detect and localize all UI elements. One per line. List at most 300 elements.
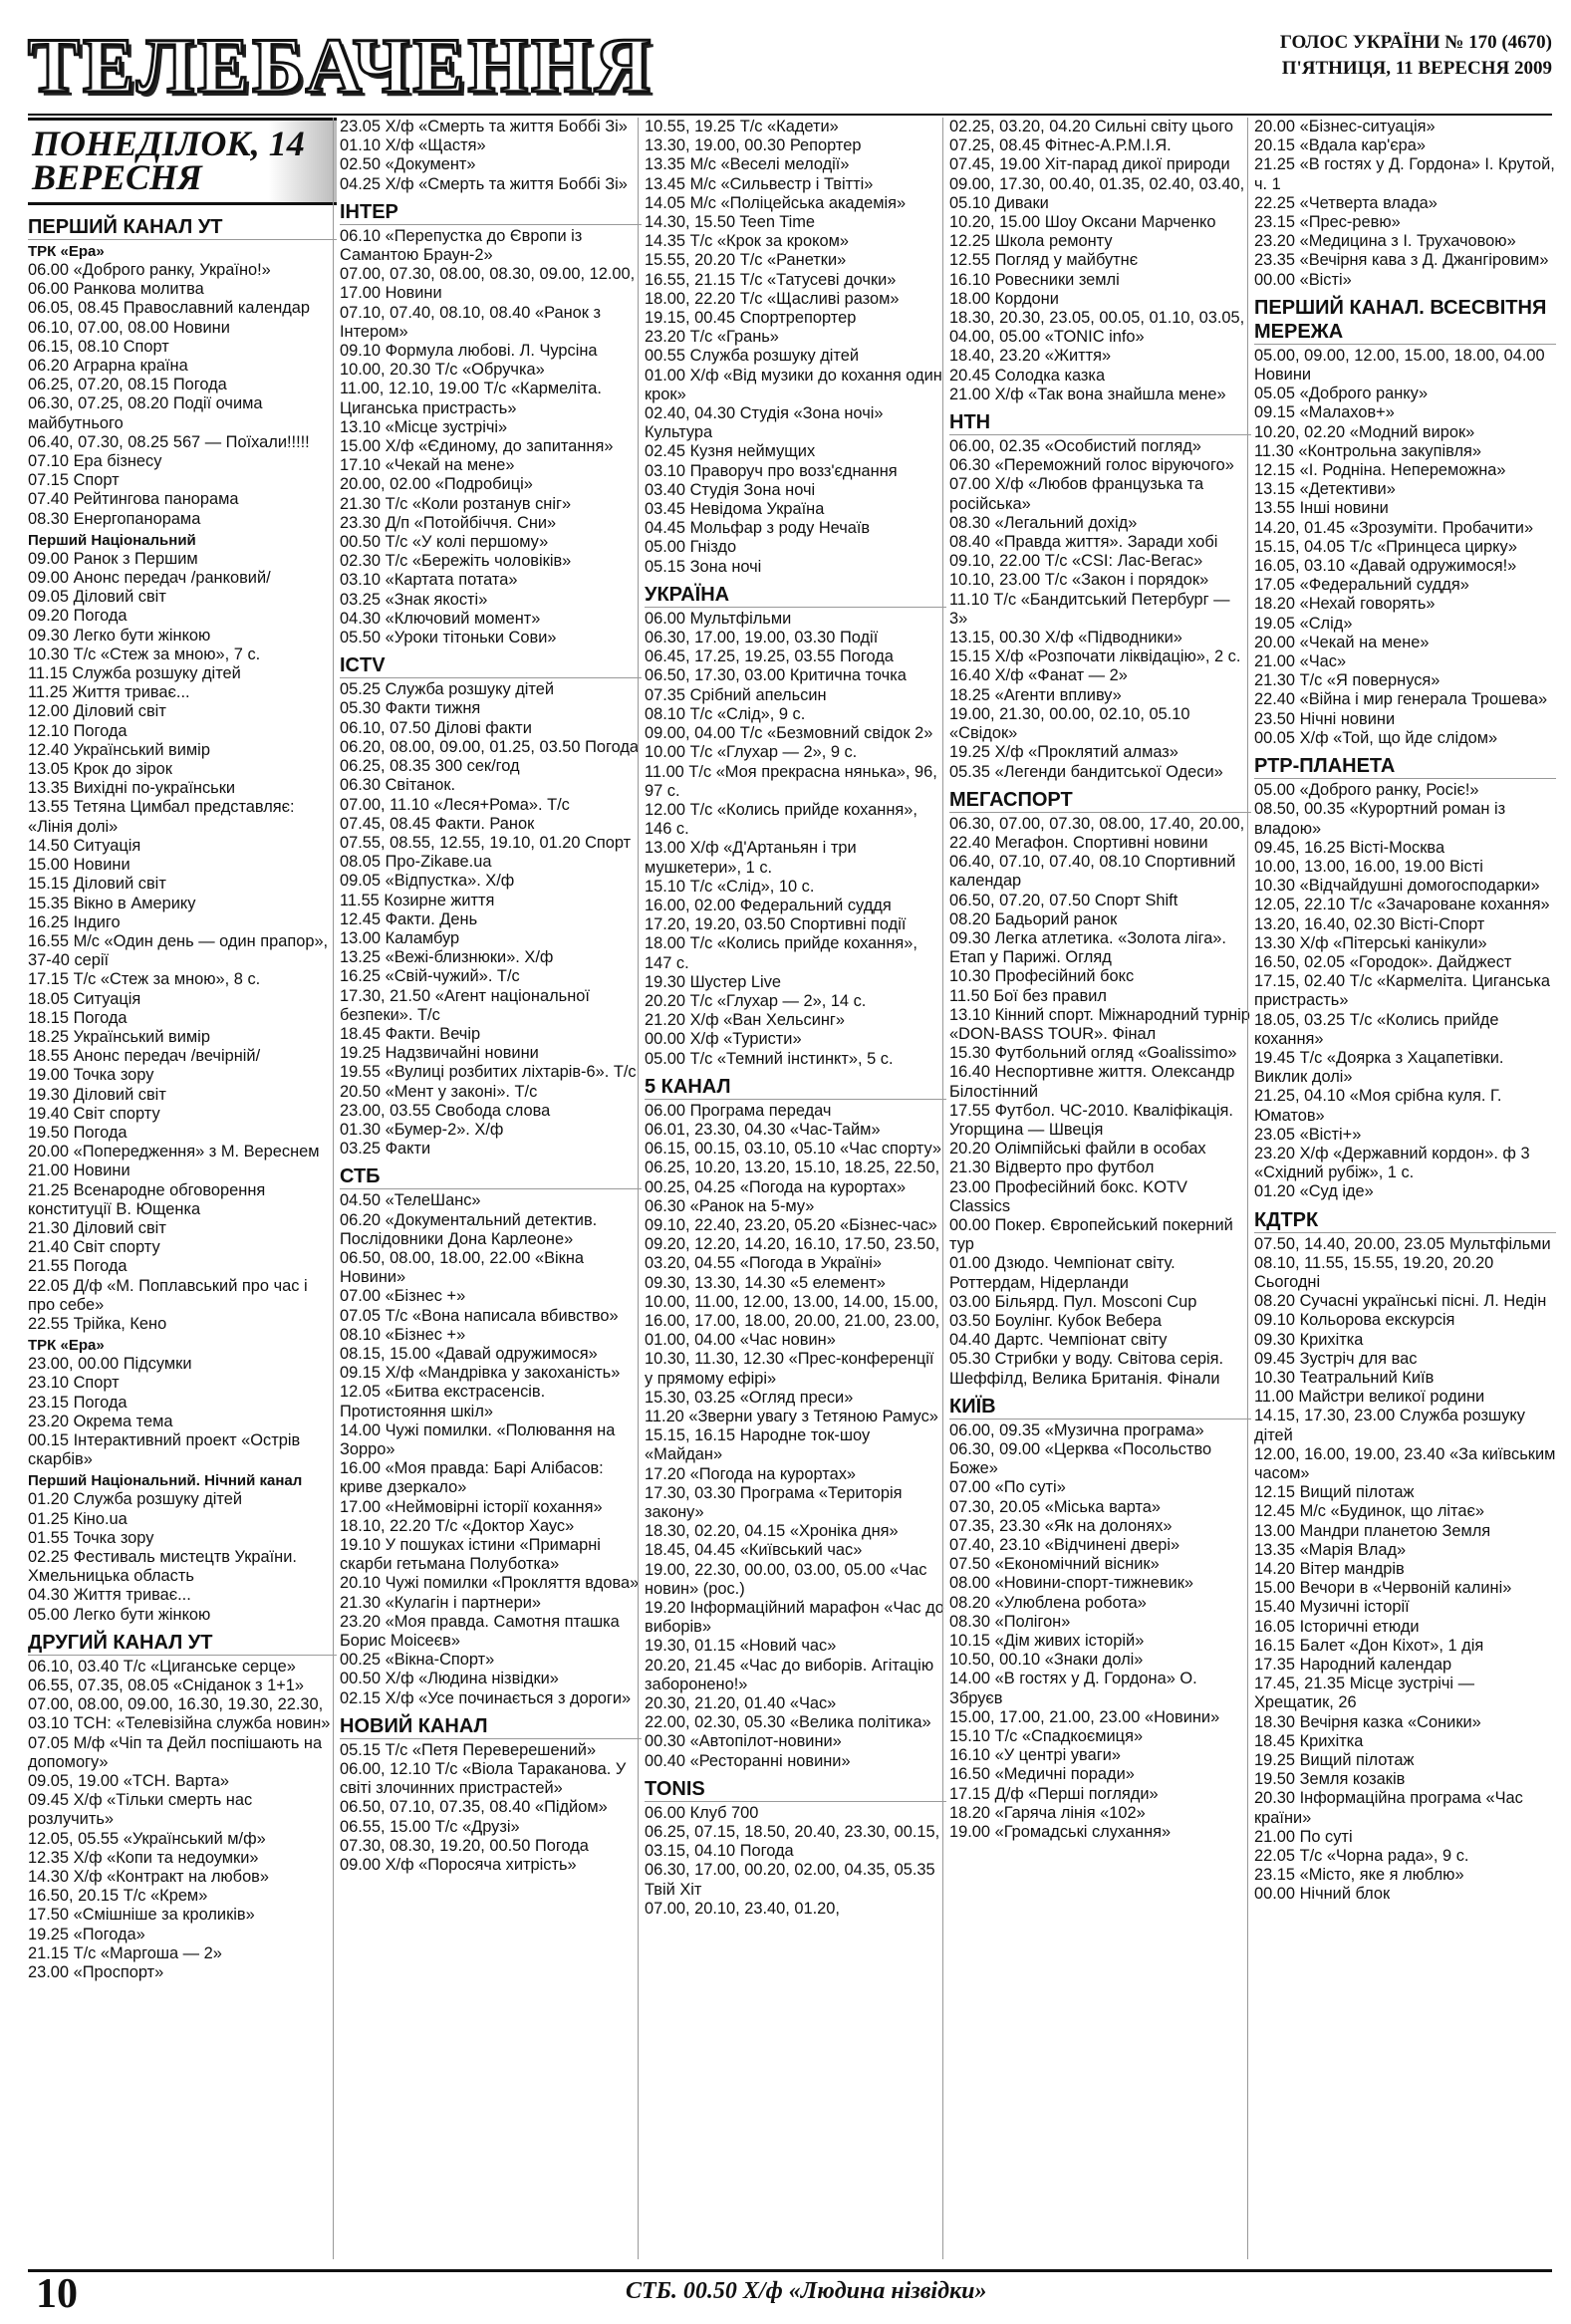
program-row [28, 588, 337, 607]
program-time: 05.00 [1254, 781, 1296, 800]
program-row [28, 357, 337, 376]
program-title: У пошуках істини «Примарні скарби гетьмана Полуботка» [340, 1536, 601, 1574]
program-time: 09.10, 22.00 [949, 552, 1041, 571]
program-row [645, 1197, 946, 1216]
program-time: 15.15, 16.15 [645, 1426, 736, 1445]
program-time: 16.50, 02.05 [1254, 952, 1346, 971]
program-row [1254, 1350, 1556, 1369]
program-time: 08.30 [949, 1612, 991, 1631]
program-time: 08.10 [340, 1325, 382, 1344]
program-row [1254, 1847, 1556, 1866]
program-time: 10.00, 20.30 [340, 361, 431, 380]
program-time: 06.30, 17.00, 19.00, 03.30 [645, 629, 836, 647]
program-row [949, 1574, 1251, 1593]
program-row [645, 251, 946, 270]
program-time: 04.25 [340, 174, 382, 193]
program-time: 23.00 [28, 1963, 70, 1982]
program-title: Вечірня казка «Соники» [1299, 1712, 1481, 1731]
program-row [645, 1861, 946, 1899]
program-row [340, 1307, 642, 1326]
program-title: Вікно в Америку [73, 894, 196, 912]
program-time: 19.55 [340, 1063, 382, 1082]
program-title: «Місто, яке я люблю» [1299, 1866, 1464, 1885]
program-title: М/ф «Чіп та Дейл поспішають на допомогу» [28, 1733, 323, 1771]
program-title: Зустріч для вас [1299, 1349, 1418, 1368]
program-time: 02.25 [28, 1548, 70, 1566]
program-row [28, 1219, 337, 1238]
program-title: Мольфар з роду Нечаїв [689, 519, 871, 538]
program-row [1254, 615, 1556, 634]
program-title: Факти. Ранок [434, 814, 535, 833]
program-title: «Давай одружимося!» [1349, 557, 1517, 576]
program-row [28, 490, 337, 509]
program-time: 19.25 [340, 1044, 382, 1063]
program-title: Сильні світу цього [1094, 118, 1233, 135]
program-row [949, 1613, 1251, 1632]
program-row [28, 875, 337, 894]
program-row [28, 452, 337, 471]
program-title: Погода [73, 1123, 128, 1142]
program-title: Х/ф «Єдиному, до запитання» [385, 437, 614, 456]
program-time: 15.00 [1254, 1579, 1296, 1598]
program-row [340, 1421, 642, 1459]
program-title: Бадьорий ранок [994, 909, 1118, 928]
program-row [28, 1830, 337, 1849]
program-row [645, 347, 946, 366]
program-row [1254, 729, 1556, 748]
channel-heading: МЕГАСПОРТ [949, 788, 1251, 813]
program-row [340, 265, 642, 303]
program-row [645, 973, 946, 992]
program-title: Вищий пілотаж [1299, 1483, 1415, 1502]
program-title: Діловий світ [73, 875, 166, 894]
program-row [949, 1102, 1251, 1140]
program-title: «Погода в Україні» [739, 1254, 883, 1273]
program-time: 14.00 [340, 1420, 382, 1439]
program-title: Т/с «Спадкоємиця» [994, 1727, 1144, 1746]
channel-heading: КДТРК [1254, 1208, 1556, 1233]
program-title: Новини [385, 284, 442, 303]
program-time: 06.55, 07.35, 08.05 [28, 1677, 169, 1695]
program-time: 14.30, 15.50 [645, 213, 736, 232]
program-time: 17.50 [28, 1906, 70, 1925]
program-title: Футбольний огляд «Goalissimo» [994, 1044, 1237, 1063]
program-row [1254, 1751, 1556, 1770]
program-title: Т/с «Доярка з Хацапетівки. Виклик долі» [1254, 1048, 1504, 1087]
program-row [340, 1856, 642, 1875]
program-row [1254, 1770, 1556, 1789]
program-time: 06.00 [645, 1803, 686, 1822]
program-time: 06.30 [949, 456, 991, 475]
program-time: 13.00 [1254, 1521, 1296, 1540]
program-title: Д/п «Потойбіччя. Сни» [385, 513, 557, 532]
program-title: «Прес-конференції у прямому ефірі» [645, 1350, 934, 1388]
program-time: 04.50 [340, 1191, 382, 1210]
program-time: 17.15 [949, 1784, 991, 1803]
program-time: 10.20, 02.20 [1254, 422, 1346, 441]
program-row [1254, 118, 1556, 136]
program-row [340, 910, 642, 929]
program-time: 04.30 [28, 1586, 70, 1605]
program-title: «Суд іде» [1299, 1182, 1374, 1201]
program-time: 07.50 [949, 1555, 991, 1574]
program-row [340, 1383, 642, 1420]
program-title: «Відчайдушні домогосподарки» [1299, 877, 1540, 896]
program-title: «Погода» [73, 1925, 145, 1943]
program-row [949, 118, 1251, 136]
program-time: 09.00 [28, 549, 70, 568]
program-row [949, 309, 1251, 347]
program-time: 13.00 [340, 928, 382, 947]
program-title: Х/ф «Контракт на любов» [73, 1868, 270, 1887]
program-title: «Огляд преси» [739, 1388, 854, 1407]
program-title: Легко бути жінкою [73, 626, 211, 645]
program-row [28, 856, 337, 875]
program-row [1254, 442, 1556, 461]
program-row [340, 1798, 642, 1817]
program-time: 12.05 [340, 1383, 382, 1402]
program-time: 09.45 [1254, 1349, 1296, 1368]
program-title: Факти [385, 1140, 431, 1159]
program-row [949, 1312, 1251, 1331]
program-title: Диваки [994, 193, 1049, 212]
program-time: 16.10 [949, 1746, 991, 1765]
program-time: 13.05 [28, 760, 70, 779]
program-row [1254, 347, 1556, 385]
program-time: 23.20 [28, 1412, 70, 1430]
program-time: 14.05 [645, 193, 686, 212]
program-title: Крихітка [1299, 1731, 1364, 1750]
program-row [949, 1006, 1251, 1044]
program-row [645, 1389, 946, 1408]
program-title: «Леся+Рома». Т/с [433, 795, 570, 814]
program-time: 20.30, 21.20, 01.40 [645, 1694, 786, 1713]
program-time: 19.00, 22.30, 00.00, 03.00, 05.00 [645, 1560, 886, 1579]
program-row [28, 1355, 337, 1374]
program-title: Т/с «Циганське серце» [123, 1657, 296, 1676]
program-title: Х/ф «Копи та недоумки» [73, 1848, 259, 1867]
program-title: Мультфільми [689, 609, 792, 628]
program-time: 23.05 [340, 118, 382, 135]
program-time: 14.30 [28, 1868, 70, 1887]
schedule-columns [28, 118, 1556, 2259]
program-title: Погода [73, 607, 128, 626]
program-row [28, 1047, 337, 1066]
program-title: Х/ф «Смерть та життя Боббі Зі» [385, 118, 628, 135]
program-time: 09.15 [1254, 403, 1296, 422]
program-time: 18.30 [1254, 1712, 1296, 1731]
program-row [28, 779, 337, 798]
program-time: 14.50 [28, 836, 70, 855]
program-row [645, 309, 946, 328]
program-row [340, 475, 642, 494]
program-title: «Життя» [1044, 347, 1112, 366]
program-row [28, 895, 337, 913]
program-time: 19.00 [28, 1066, 70, 1085]
program-time: 08.00 [949, 1574, 991, 1593]
program-time: 19.25 [1254, 1751, 1296, 1770]
program-time: 01.10 [340, 136, 382, 155]
program-row [645, 290, 946, 309]
program-row [28, 1394, 337, 1413]
program-time: 00.05 [1254, 728, 1296, 747]
program-time: 12.25 [949, 232, 991, 251]
program-title: «ТСН. Варта» [123, 1772, 229, 1791]
program-time: 15.15 [28, 875, 70, 894]
program-time: 08.10 [645, 704, 686, 723]
program-title: Погода [172, 376, 227, 394]
program-title: «Новини-спорт-тижневик» [994, 1574, 1194, 1593]
program-time: 17.15 [28, 970, 70, 989]
channel-heading: ICTV [340, 653, 642, 678]
program-time: 16.50, 20.15 [28, 1887, 120, 1906]
program-title: «Агент національної безпеки». Т/с [340, 986, 590, 1024]
program-row [1254, 519, 1556, 538]
program-time: 05.15 [340, 1740, 382, 1759]
program-title: «Час-Тайм» [789, 1120, 881, 1139]
program-time: 13.15, 00.30 [949, 629, 1041, 647]
program-row [1254, 1541, 1556, 1560]
program-title: Спортивні події [789, 915, 907, 934]
program-title: Вечори в «Червоній калині» [1299, 1579, 1512, 1598]
program-title: «Бізнес-ситуація» [1299, 118, 1436, 135]
program-row [340, 571, 642, 590]
program-title: Вихідні по-українськи [73, 779, 236, 798]
program-title: Д/ф «М. Поплавський про час і про себе» [28, 1276, 308, 1314]
program-title: «Час новин» [739, 1331, 836, 1350]
program-row [340, 1689, 642, 1708]
channel-heading: РТР-ПЛАНЕТА [1254, 754, 1556, 779]
program-row [645, 1465, 946, 1484]
program-row [340, 699, 642, 718]
program-title: Х/ф «Д'Артаньян і три мушкетери», 1 с. [645, 839, 857, 877]
program-title: «Свій-чужий». Т/с [385, 967, 520, 986]
page-number: 10 [36, 2271, 78, 2317]
program-time: 20.20, 21.45 [645, 1656, 736, 1675]
program-row [949, 571, 1251, 590]
program-title: Т/с «Принцеса цирку» [1349, 537, 1517, 556]
program-time: 20.45 [949, 366, 991, 385]
program-row [1254, 1049, 1556, 1087]
program-time: 22.40 [1254, 690, 1296, 709]
program-title: Зона ночі [689, 557, 762, 576]
program-title: Ранкова молитва [73, 280, 204, 299]
program-time: 06.25, 07.15, 18.50, 20.40, 23.30, 00.15, 03.15, 04.10 [645, 1823, 940, 1861]
program-row [1254, 385, 1556, 403]
program-title: «Марія Влад» [1299, 1540, 1407, 1559]
program-time: 07.25, 08.45 [949, 136, 1041, 155]
program-title: «Переможний голос віруючого» [994, 456, 1234, 475]
program-time: 09.10, 22.40, 23.20, 05.20 [645, 1215, 836, 1234]
program-title: «Мент у законі». Т/с [385, 1082, 538, 1101]
program-time: 08.20 [1254, 1292, 1296, 1311]
program-row [949, 1804, 1251, 1823]
program-time: 09.30 [949, 928, 991, 947]
program-row [1254, 877, 1556, 896]
program-row [1254, 136, 1556, 155]
program-title: М/с «Один день — один прапор», 37-40 серії [28, 931, 329, 970]
program-time: 06.10, 07.00, 08.00 [28, 318, 169, 337]
program-time: 21.25 [28, 1180, 70, 1199]
program-row [340, 1102, 642, 1121]
sub-channel-label: Перший Національний [28, 531, 196, 549]
program-time: 08.50, 00.35 [1254, 800, 1346, 819]
program-time: 13.35 [645, 155, 686, 174]
program-time: 00.00 [1254, 270, 1296, 289]
program-title: Х/ф «Усе починається з дороги» [385, 1688, 632, 1707]
program-time: 19.25 [949, 743, 991, 762]
program-time: 02.25, 03.20, 04.20 [949, 118, 1091, 135]
program-time: 15.30 [949, 1044, 991, 1063]
program-time: 20.00 [1254, 118, 1296, 135]
program-title: М/с «Сильвестр і Твітті» [689, 174, 874, 193]
header-rule [28, 114, 1552, 116]
program-row [1254, 423, 1556, 442]
program-time: 23.50 [1254, 709, 1296, 728]
program-title: «Знак якості» [385, 590, 488, 609]
program-time: 14.15, 17.30, 23.00 [1254, 1407, 1396, 1425]
program-title: «Автопілот-новини» [689, 1732, 842, 1751]
program-row [645, 519, 946, 538]
program-row [28, 1887, 337, 1906]
program-time: 20.00, 02.00 [340, 475, 431, 494]
program-title: «Легенди бандитської Одеси» [994, 762, 1223, 781]
program-title: Вітер мандрів [1299, 1560, 1405, 1579]
program-time: 09.05, 19.00 [28, 1772, 120, 1791]
program-time: 06.25, 07.20, 08.15 [28, 376, 169, 394]
program-row [645, 1293, 946, 1351]
program-title: Театральний Київ [1299, 1368, 1435, 1387]
program-time: 00.40 [645, 1751, 686, 1770]
program-time: 07.35 [645, 685, 686, 704]
program-time: 20.10 [340, 1574, 382, 1593]
masthead [28, 22, 1552, 110]
program-time: 09.10 [1254, 1311, 1296, 1330]
program-time: 06.25, 10.20, 13.20, 15.10, 18.25, 22.50, 00.25, 04.25 [645, 1159, 940, 1196]
program-row [949, 929, 1251, 967]
program-time: 07.00 [949, 475, 991, 494]
program-title: Репортер [789, 136, 862, 155]
program-row [340, 552, 642, 571]
program-title: 567 — Поїхали!!!!! [172, 432, 310, 451]
program-time: 09.00, 17.30, 00.40, 01.35, 02.40, 03.40, 05.10 [949, 174, 1245, 212]
program-row [1254, 858, 1556, 877]
program-title: По суті [1299, 1827, 1353, 1846]
program-row [28, 683, 337, 702]
program-title: Т/с «Коли розтанув сніг» [385, 494, 572, 513]
program-time: 06.00, 09.35 [949, 1420, 1041, 1439]
program-row [949, 647, 1251, 666]
program-row [645, 934, 946, 972]
program-row [340, 456, 642, 475]
program-time: 03.25 [340, 590, 382, 609]
page-footer [28, 2269, 1552, 2317]
program-title: «Вечірня кава з Д. Джангіровим» [1299, 251, 1549, 270]
program-row [949, 552, 1251, 571]
program-time: 03.50 [949, 1311, 991, 1330]
program-time: 23.20 [1254, 232, 1296, 251]
program-title: «Зверни увагу з Тетяною Рамус» [688, 1408, 938, 1425]
program-time: 06.30 [645, 1196, 686, 1215]
program-time: 09.45 [28, 1791, 70, 1810]
program-row [1254, 1522, 1556, 1541]
program-row [340, 514, 642, 533]
program-title: Новини [73, 856, 131, 875]
program-title: Шустер Live [689, 972, 781, 991]
program-title: «Правда життя». Заради хобі [994, 533, 1218, 552]
program-row [340, 776, 642, 795]
program-row [645, 500, 946, 519]
program-row [645, 194, 946, 213]
program-time: 09.10 [340, 342, 382, 361]
program-row [645, 647, 946, 666]
program-time: 22.05 [1254, 1847, 1296, 1866]
program-row [949, 591, 1251, 629]
program-time: 15.00 [28, 856, 70, 875]
program-title: Бої без правил [993, 986, 1107, 1005]
program-row [1254, 1598, 1556, 1617]
program-time: 17.30, 03.30 [645, 1483, 736, 1502]
program-title: Спорт [73, 1374, 120, 1393]
program-row [340, 155, 642, 174]
program-time: 18.00, 22.20 [645, 289, 736, 308]
program-title: Т/с «Бережіть чоловіків» [385, 552, 572, 571]
program-title: Каламбур [385, 928, 460, 947]
program-title: Дзюдо. Чемпіонат світу. Роттердам, Нідерланди [949, 1254, 1176, 1292]
program-row [645, 271, 946, 290]
program-row [340, 1651, 642, 1670]
program-time: 23.20 [340, 1612, 382, 1631]
program-row [340, 1459, 642, 1497]
program-row [645, 1274, 946, 1293]
program-time: 07.15 [28, 471, 70, 490]
program-time: 05.35 [949, 762, 991, 781]
program-time: 15.30, 03.25 [645, 1388, 736, 1407]
program-title: Погляд у майбутнє [994, 251, 1139, 270]
program-time: 18.20 [949, 1803, 991, 1822]
program-row [28, 569, 337, 588]
program-row [645, 1408, 946, 1426]
program-time: 12.10 [28, 721, 70, 740]
program-row [949, 1670, 1251, 1707]
program-time: 01.00 [949, 1254, 991, 1273]
program-row [949, 853, 1251, 891]
program-row [645, 1804, 946, 1823]
program-time: 10.00, 13.00, 16.00, 19.00 [1254, 857, 1445, 876]
program-time: 07.55, 08.55, 12.55, 19.10, 01.20 [340, 833, 581, 852]
program-time: 00.00 [1254, 1885, 1296, 1904]
program-time: 17.15, 02.40 [1254, 972, 1346, 991]
program-title: Т/с «У колі першому» [385, 533, 549, 552]
program-time: 09.05 [340, 872, 382, 891]
program-row [1254, 1637, 1556, 1656]
program-row [645, 801, 946, 839]
program-time: 14.20, 01.45 [1254, 518, 1346, 537]
program-time: 09.00 [340, 1856, 382, 1875]
program-row [28, 1510, 337, 1529]
program-time: 13.25 [340, 948, 382, 967]
program-time: 23.15 [1254, 213, 1296, 232]
program-title: Ділові факти [434, 718, 532, 737]
program-row [949, 271, 1251, 290]
program-title: Х/ф «Туристи» [689, 1030, 802, 1049]
program-time: 06.20 [340, 1210, 382, 1229]
program-row [28, 1277, 337, 1315]
program-row [949, 1785, 1251, 1804]
program-row [340, 361, 642, 380]
program-title: «Час» [789, 1694, 837, 1713]
program-row [340, 342, 642, 361]
